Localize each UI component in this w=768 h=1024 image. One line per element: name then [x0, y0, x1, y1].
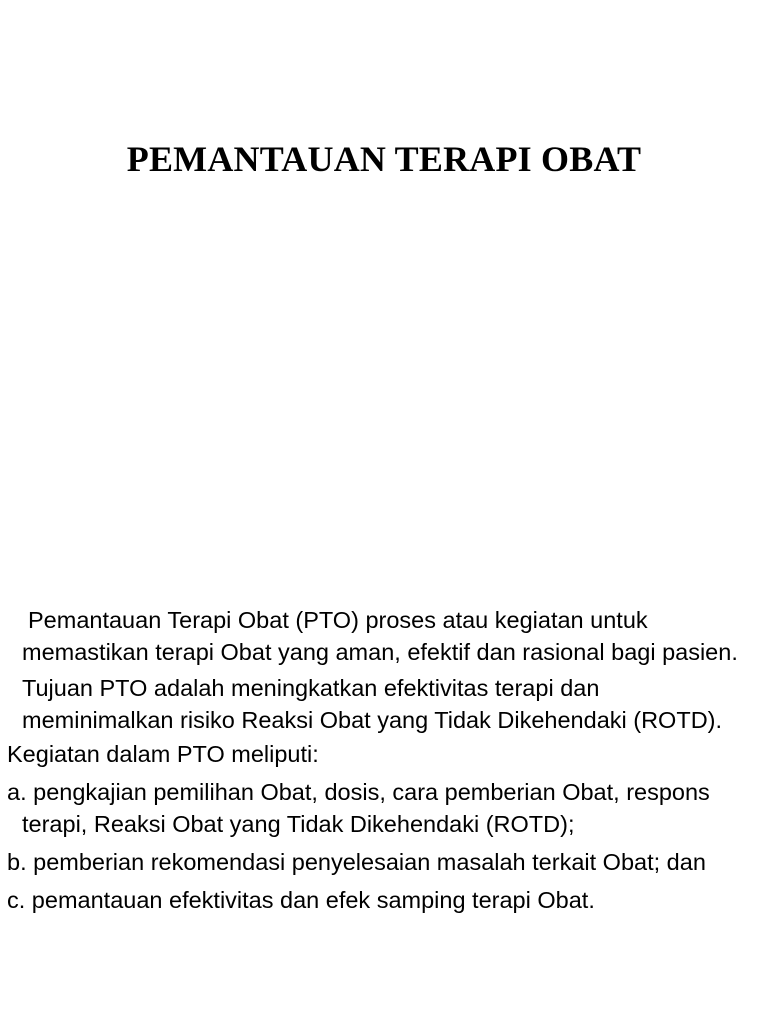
activity-item-b: b. pemberian rekomendasi penyelesaian masalah terkait Obat; dan	[7, 849, 706, 875]
definition-text: Pemantauan Terapi Obat (PTO) proses atau kegiatan untuk memastikan terapi Obat yang aman, efektif dan rasional bagi pasien.	[22, 607, 738, 665]
activity-item-c: c. pemantauan efektivitas dan efek samping terapi Obat.	[7, 887, 595, 913]
activities-heading: Kegiatan dalam PTO meliputi:	[7, 741, 319, 767]
definition-paragraph	[7, 604, 757, 668]
page-title: PEMANTAUAN TERAPI OBAT	[126, 139, 642, 179]
activity-item-a: a. pengkajian pemilihan Obat, dosis, cara pemberian Obat, respons terapi, Reaksi Obat yang Tidak Dikehendaki (ROTD);	[7, 779, 710, 837]
purpose-paragraph: Tujuan PTO adalah meningkatkan efektivitas terapi dan meminimalkan risiko Reaksi Obat yang Tidak Dikehendaki (ROTD).	[22, 675, 723, 733]
slide-body	[7, 604, 757, 916]
